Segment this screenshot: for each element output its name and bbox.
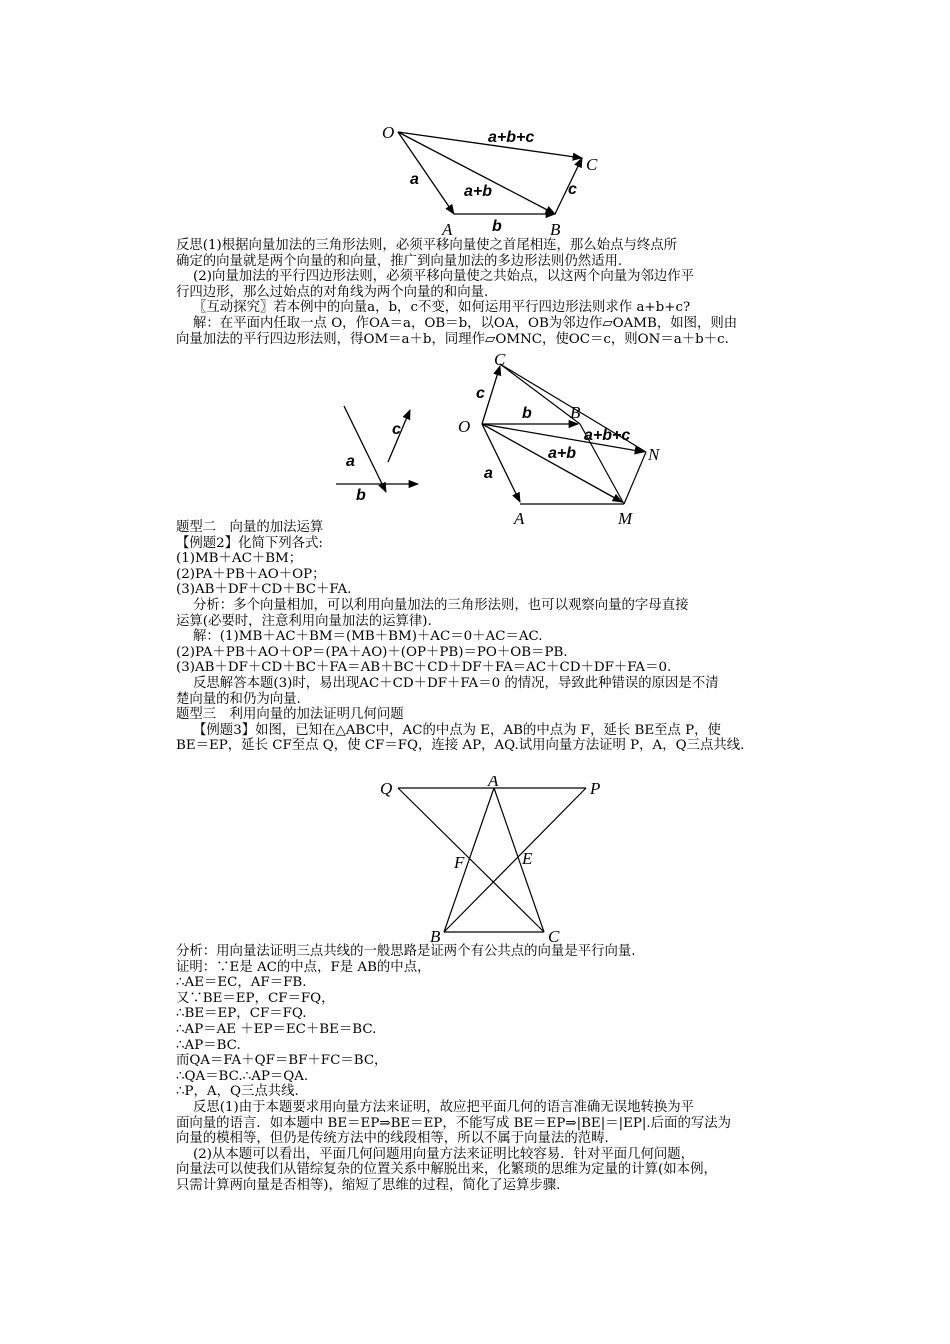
- paragraph-line: ∴P，A，Q三点共线.: [176, 1084, 299, 1100]
- paragraph-line: (1)MB＋AC＋BM；: [176, 551, 303, 567]
- point-q-label: Q: [380, 779, 393, 798]
- paragraph-line: (2)从本题可以看出，平面几何问题用向量方法来证明比较容易．针对平面几何问题，: [176, 1146, 695, 1162]
- segment-mn: [624, 452, 646, 504]
- figure-vector-polygon: [370, 118, 610, 243]
- text-block-1: [176, 238, 816, 347]
- figure-separate-vectors: [330, 398, 430, 508]
- paragraph-line: 楚向量的和仍为向量.: [176, 691, 301, 707]
- point-m-label: M: [618, 509, 633, 528]
- point-p-label: P: [590, 779, 601, 798]
- point-b-label: B: [550, 220, 561, 239]
- vector-a: [398, 132, 454, 214]
- paragraph-line: 行四边形，那么过始点的对角线为两个向量的和向量.: [176, 284, 489, 300]
- paragraph-line: 〖互动探究〗若本例中的向量a，b，c不变，如何运用平行四边形法则求作 a+b+c?: [176, 300, 691, 316]
- paragraph-line: 分析：多个向量相加，可以利用向量加法的三角形法则，也可以观察向量的字母直接: [176, 597, 689, 613]
- segment-cb: [500, 364, 580, 424]
- segment-bp: [444, 788, 586, 932]
- text-block-3: [176, 944, 816, 1194]
- label-a: a: [410, 171, 419, 188]
- paragraph-line: 反思(1)根据向量加法的三角形法则，必须平移向量使之首尾相连，那么始点与终点所: [176, 238, 678, 253]
- label-a: a: [346, 453, 355, 470]
- paragraph-line: ∴QA＝BC.∴AP＝QA.: [176, 1068, 309, 1084]
- label-b: b: [492, 218, 502, 235]
- point-b-label: B: [430, 927, 441, 946]
- label-c: c: [392, 421, 401, 438]
- vector-a-standalone: [344, 406, 386, 492]
- label-b: b: [522, 405, 532, 422]
- paragraph-line: 【例题3】如图，已知在△ABC中，AC的中点为 E，AB的中点为 F，延长 BE至点 P，使: [176, 722, 721, 738]
- paragraph-line: 题型二 向量的加法运算: [176, 520, 324, 535]
- paragraph-line: BE＝EP，延长 CF至点 Q，使 CF＝FQ，连接 AP，AQ.试用向量方法证明 P，A，Q三点共线.: [176, 738, 745, 754]
- paragraph-line: 题型三 利用向量的加法证明几何问题: [176, 707, 404, 723]
- segment-ac: [494, 788, 544, 932]
- paragraph-line: ∴AE＝EC，AF＝FB.: [176, 975, 307, 991]
- vector-oa: [482, 424, 520, 502]
- paragraph-line: 确定的向量就是两个向量的和向量，推广到向量加法的多边形法则仍然适用.: [176, 253, 623, 269]
- point-c-label: C: [586, 155, 598, 174]
- point-b-label: B: [570, 403, 581, 422]
- paragraph-line: ∴BE＝EP，CF＝FQ.: [176, 1006, 307, 1022]
- paragraph-line: (2)向量加法的平行四边形法则，必须平移向量使之共始点，以这两个向量为邻边作平: [176, 269, 695, 285]
- point-a-label: A: [488, 776, 499, 790]
- paragraph-line: 分析：用向量法证明三点共线的一般思路是证两个有公共点的向量是平行向量.: [176, 944, 636, 959]
- paragraph-line: 向量加法的平行四边形法则，得OM＝a＋b，同理作▱OMNC，使OC＝c，则ON＝a＋b＋c.: [176, 331, 729, 347]
- point-c-label: C: [548, 927, 560, 946]
- label-b: b: [356, 487, 366, 504]
- point-n-label: N: [648, 445, 660, 464]
- point-o-label: O: [458, 417, 471, 436]
- paragraph-line: 向量的模相等，但仍是传统方法中的线段相等，所以不属于向量法的范畴.: [176, 1131, 609, 1147]
- point-a-label: A: [514, 509, 525, 528]
- label-a-plus-b: a+b: [464, 183, 493, 200]
- paragraph-line: 面向量的语言．如本题中 BE＝EP⇒BE＝EP，不能写成 BE＝EP⇒|BE|＝|EP|.后面的写法为: [176, 1115, 732, 1131]
- paragraph-line: (2)PA＋PB＋AO＋OP；: [176, 566, 326, 582]
- label-a-plus-b-plus-c: a+b+c: [488, 129, 535, 146]
- label-a-plus-b-plus-c: a+b+c: [584, 427, 631, 444]
- label-a: a: [484, 465, 493, 482]
- point-a-label: A: [442, 220, 453, 239]
- paragraph-line: 而QA＝FA＋QF＝BF＋FC＝BC，: [176, 1053, 388, 1069]
- paragraph-line: 反思(1)由于本题要求用向量方法来证明，故应把平面几何的语言准确无误地转换为平: [176, 1099, 695, 1115]
- label-a-plus-b: a+b: [548, 445, 577, 462]
- paragraph-line: ∴AP＝BC.: [176, 1037, 241, 1053]
- paragraph-line: (3)AB＋DF＋CD＋BC＋FA.: [176, 582, 352, 598]
- point-e-label: E: [522, 849, 533, 868]
- figure-parallelogram: [450, 352, 680, 532]
- segment-ab: [444, 788, 494, 932]
- paragraph-line: 只需计算两向量是否相等)，缩短了思维的过程，简化了运算步骤.: [176, 1177, 561, 1193]
- paragraph-line: 解：在平面内任取一点 O，作OA＝a，OB＝b，以OA，OB为邻边作▱OAMB，如图，则由: [176, 315, 738, 331]
- label-c: c: [476, 385, 485, 402]
- point-c-label: C: [494, 352, 506, 369]
- paragraph-line: ∴AP＝AE ＋EP＝EC＋BE＝BC.: [176, 1021, 377, 1037]
- paragraph-line: 反思解答本题(3)时，易出现AC＋CD＋DF＋FA＝0 的情况，导致此种错误的原因是不清: [176, 675, 719, 691]
- point-o-label: O: [382, 123, 395, 142]
- figure-collinear-triangle: [376, 776, 612, 946]
- paragraph-line: (3)AB＋DF＋CD＋BC＋FA＝AB＋BC＋CD＋DF＋FA＝AC＋CD＋DF＋FA＝0.: [176, 660, 672, 676]
- paragraph-line: 证明：∵E是 AC的中点，F是 AB的中点，: [176, 959, 431, 975]
- paragraph-line: (2)PA＋PB＋AO＋OP＝(PA＋AO)＋(OP＋PB)＝PO＋OB＝PB.: [176, 644, 568, 660]
- paragraph-line: 运算(必要时，注意利用向量加法的运算律).: [176, 613, 432, 629]
- paragraph-line: 解：(1)MB＋AC＋BM＝(MB＋BM)＋AC＝0＋AC＝AC.: [176, 629, 543, 645]
- label-c: c: [568, 181, 577, 198]
- paragraph-line: 向量法可以使我们从错综复杂的位置关系中解脱出来，化繁琐的思维为定量的计算(如本例，: [176, 1162, 717, 1178]
- paragraph-line: 又∵BE＝EP，CF＝FQ，: [176, 990, 335, 1006]
- point-f-label: F: [454, 853, 465, 872]
- paragraph-line: 【例题2】化简下列各式:: [176, 535, 323, 551]
- text-block-2: [176, 520, 816, 754]
